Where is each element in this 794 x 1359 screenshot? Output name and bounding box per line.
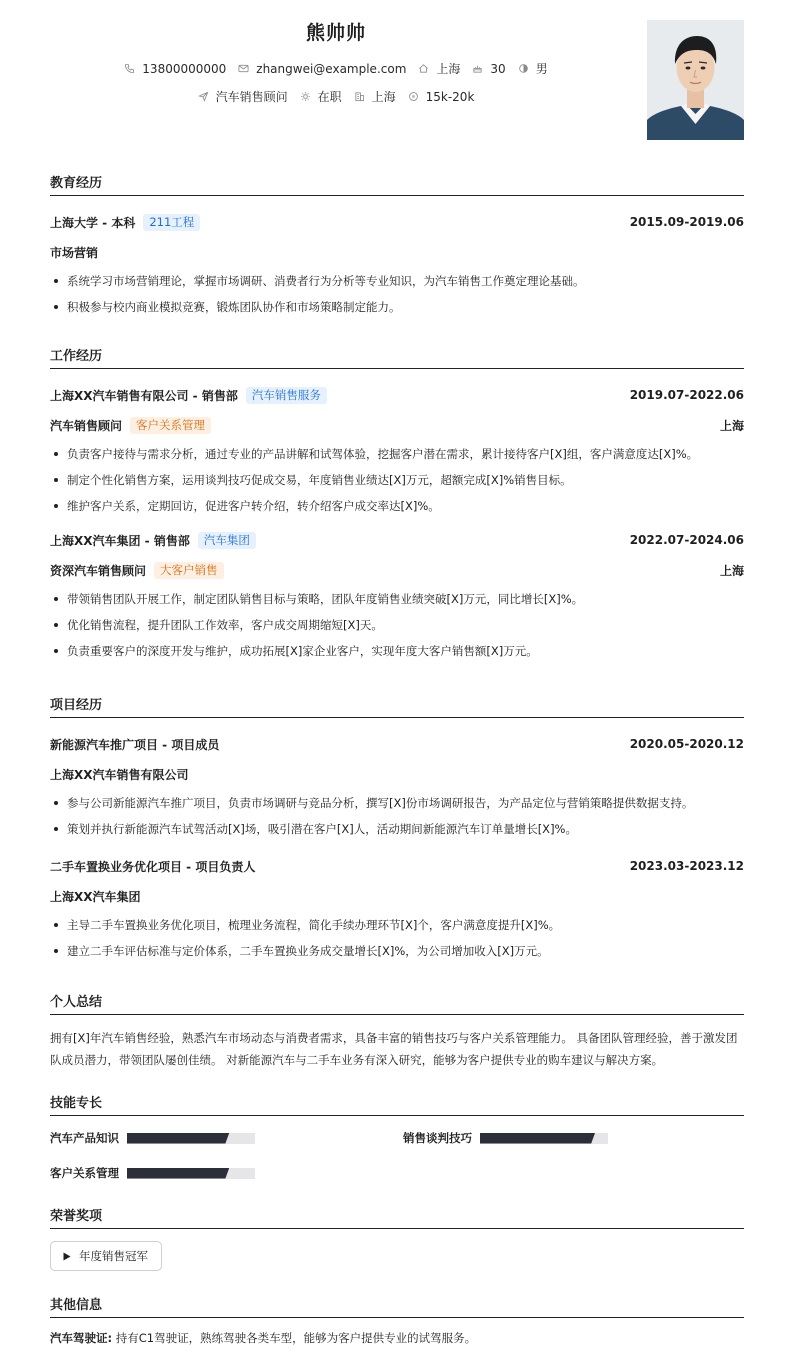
list-item: 建立二手车评估标准与定价体系，二手车置换业务成交量增长[X]%，为公司增加收入[X]万元。 bbox=[50, 943, 744, 959]
award-name: 年度销售冠军 bbox=[79, 1249, 148, 1263]
list-item: 优化销售流程，提升团队工作效率，客户成交周期缩短[X]天。 bbox=[50, 617, 744, 633]
job-2-role-tag: 大客户销售 bbox=[154, 562, 224, 579]
school-name: 上海大学 - 本科 bbox=[50, 215, 136, 230]
other-label: 汽车驾驶证: bbox=[50, 1331, 113, 1345]
position-text: 汽车销售顾问 bbox=[215, 90, 288, 104]
job-2-city: 上海 bbox=[719, 563, 744, 578]
project-1-name: 新能源汽车推广项目 - 项目成员 bbox=[50, 737, 220, 752]
education-section bbox=[50, 172, 744, 315]
profile-photo bbox=[647, 20, 744, 140]
list-item: 维护客户关系，定期回访，促进客户转介绍，转介绍客户成交率达[X]%。 bbox=[50, 498, 744, 514]
skills-section bbox=[50, 1092, 744, 1187]
job-1-bullets bbox=[50, 446, 744, 514]
job-1-company-tag: 汽车销售服务 bbox=[246, 387, 327, 404]
summary-title: 个人总结 bbox=[50, 991, 744, 1015]
gear-icon bbox=[300, 91, 311, 102]
education-bullets bbox=[50, 273, 744, 315]
contact-row bbox=[0, 60, 672, 77]
award-chip[interactable] bbox=[50, 1241, 162, 1271]
skill-name: 销售谈判技巧 bbox=[403, 1131, 472, 1145]
building-icon bbox=[354, 91, 365, 102]
gender-icon bbox=[518, 63, 529, 74]
send-icon bbox=[198, 91, 209, 102]
skill-level-fill bbox=[127, 1133, 229, 1144]
list-item: 主导二手车置换业务优化项目，梳理业务流程，简化手续办理环节[X]个，客户满意度提升[X]%。 bbox=[50, 917, 744, 933]
list-item: 负责客户接待与需求分析，通过专业的产品讲解和试驾体验，挖掘客户潜在需求，累计接待客户[X]组，客户满意度达[X]%。 bbox=[50, 446, 744, 462]
job-1-company: 上海XX汽车销售有限公司 - 销售部 bbox=[50, 388, 238, 403]
skill-item bbox=[50, 1130, 255, 1146]
job-1-role-row bbox=[50, 416, 744, 434]
list-item: 积极参与校内商业模拟竞赛，锻炼团队协作和市场策略制定能力。 bbox=[50, 299, 744, 315]
status-text: 在职 bbox=[317, 90, 342, 104]
avatar-illustration bbox=[647, 20, 744, 140]
project-1-head bbox=[50, 735, 744, 753]
gender-item bbox=[518, 60, 548, 77]
candidate-name: 熊帅帅 bbox=[305, 22, 366, 44]
job-2-date: 2022.07-2024.06 bbox=[629, 533, 744, 547]
list-item: 带领销售团队开展工作，制定团队销售目标与策略，团队年度销售业绩突破[X]万元，同比增长[X]%。 bbox=[50, 591, 744, 607]
mail-icon bbox=[238, 63, 249, 74]
skill-level-fill bbox=[480, 1133, 595, 1144]
education-date: 2015.09-2019.06 bbox=[629, 215, 744, 229]
salary-text: 15k-20k bbox=[425, 89, 475, 104]
list-item: 系统学习市场营销理论，掌握市场调研、消费者行为分析等专业知识，为汽车销售工作奠定理论基础。 bbox=[50, 273, 744, 289]
project-2-name: 二手车置换业务优化项目 - 项目负责人 bbox=[50, 859, 256, 874]
phone-icon bbox=[124, 63, 135, 74]
skills-title: 技能专长 bbox=[50, 1092, 744, 1116]
salary-item bbox=[408, 90, 475, 104]
cake-icon bbox=[472, 63, 483, 74]
education-title: 教育经历 bbox=[50, 172, 744, 196]
summary-section bbox=[50, 991, 744, 1071]
resume-header bbox=[0, 0, 794, 150]
job-2-role-row bbox=[50, 561, 744, 579]
email-item bbox=[238, 62, 406, 76]
projects-title: 项目经历 bbox=[50, 694, 744, 718]
list-item: 负责重要客户的深度开发与维护，成功拓展[X]家企业客户，实现年度大客户销售额[X]万元。 bbox=[50, 643, 744, 659]
target-city-item bbox=[354, 88, 396, 105]
major-row bbox=[50, 243, 744, 261]
job-1-city: 上海 bbox=[719, 418, 744, 433]
location-text: 上海 bbox=[436, 62, 461, 76]
major-name: 市场营销 bbox=[50, 245, 99, 260]
project-2-org-row bbox=[50, 887, 744, 905]
position-item bbox=[198, 88, 288, 105]
awards-title: 荣誉奖项 bbox=[50, 1205, 744, 1229]
target-city-text: 上海 bbox=[371, 90, 396, 104]
skill-level-bar bbox=[127, 1133, 255, 1144]
list-item: 策划并执行新能源汽车试驾活动[X]场，吸引潜在客户[X]人，活动期间新能源汽车订单量增长[X]%。 bbox=[50, 821, 744, 837]
projects-section bbox=[50, 694, 744, 959]
work-title: 工作经历 bbox=[50, 345, 744, 369]
job-2-company-tag: 汽车集团 bbox=[198, 532, 256, 549]
location-item bbox=[418, 60, 460, 77]
other-title: 其他信息 bbox=[50, 1294, 744, 1318]
email-text: zhangwei@example.com bbox=[256, 61, 407, 76]
list-item: 参与公司新能源汽车推广项目，负责市场调研与竞品分析，撰写[X]份市场调研报告，为产品定位与营销策略提供数据支持。 bbox=[50, 795, 744, 811]
project-1-org-row bbox=[50, 765, 744, 783]
project-2-bullets bbox=[50, 917, 744, 959]
job-2-head bbox=[50, 531, 744, 549]
skill-name: 客户关系管理 bbox=[50, 1166, 119, 1180]
skill-level-fill bbox=[127, 1168, 229, 1179]
status-item bbox=[300, 88, 342, 105]
phone-text: 13800000000 bbox=[142, 61, 227, 76]
job-1-date: 2019.07-2022.06 bbox=[629, 388, 744, 402]
project-1-org: 上海XX汽车销售有限公司 bbox=[50, 767, 189, 782]
play-triangle-icon bbox=[63, 1252, 71, 1261]
project-1-bullets bbox=[50, 795, 744, 837]
job-2-bullets bbox=[50, 591, 744, 659]
job-2-company: 上海XX汽车集团 - 销售部 bbox=[50, 533, 190, 548]
age-item bbox=[472, 62, 505, 76]
awards-section bbox=[50, 1205, 744, 1275]
job-2-role: 资深汽车销售顾问 bbox=[50, 563, 147, 578]
age-text: 30 bbox=[490, 61, 506, 76]
phone-item bbox=[124, 62, 226, 76]
skill-level-bar bbox=[127, 1168, 255, 1179]
coin-icon bbox=[408, 91, 419, 102]
job-intent-row bbox=[0, 88, 672, 105]
project-2-head bbox=[50, 857, 744, 875]
other-text: 持有C1驾驶证，熟练驾驶各类车型，能够为客户提供专业的试驾服务。 bbox=[115, 1331, 477, 1345]
job-1-role: 汽车销售顾问 bbox=[50, 418, 123, 433]
work-section bbox=[50, 345, 744, 659]
project-2-date: 2023.03-2023.12 bbox=[629, 859, 744, 873]
summary-text: 拥有[X]年汽车销售经验，熟悉汽车市场动态与消费者需求，具备丰富的销售技巧与客户关系管理能力。 具备团队管理经验，善于激发团队成员潜力，带领团队屡创佳绩。 对新能源汽车与二手车业务有深入研究，能够为客户提供专业的购车建议与解决方案。 bbox=[50, 1031, 738, 1067]
job-1-head bbox=[50, 386, 744, 404]
project-1-date: 2020.05-2020.12 bbox=[629, 737, 744, 751]
list-item: 制定个性化销售方案，运用谈判技巧促成交易，年度销售业绩达[X]万元，超额完成[X]%销售目标。 bbox=[50, 472, 744, 488]
school-tag: 211工程 bbox=[143, 214, 200, 231]
gender-text: 男 bbox=[535, 62, 548, 76]
other-section bbox=[50, 1294, 744, 1346]
skill-item bbox=[50, 1165, 255, 1181]
skill-level-bar bbox=[480, 1133, 608, 1144]
project-2-org: 上海XX汽车集团 bbox=[50, 889, 141, 904]
other-info-line bbox=[50, 1330, 744, 1346]
education-entry-head bbox=[50, 213, 744, 231]
job-1-role-tag: 客户关系管理 bbox=[130, 417, 211, 434]
skill-item bbox=[403, 1130, 608, 1146]
home-icon bbox=[418, 63, 429, 74]
skill-name: 汽车产品知识 bbox=[50, 1131, 119, 1145]
